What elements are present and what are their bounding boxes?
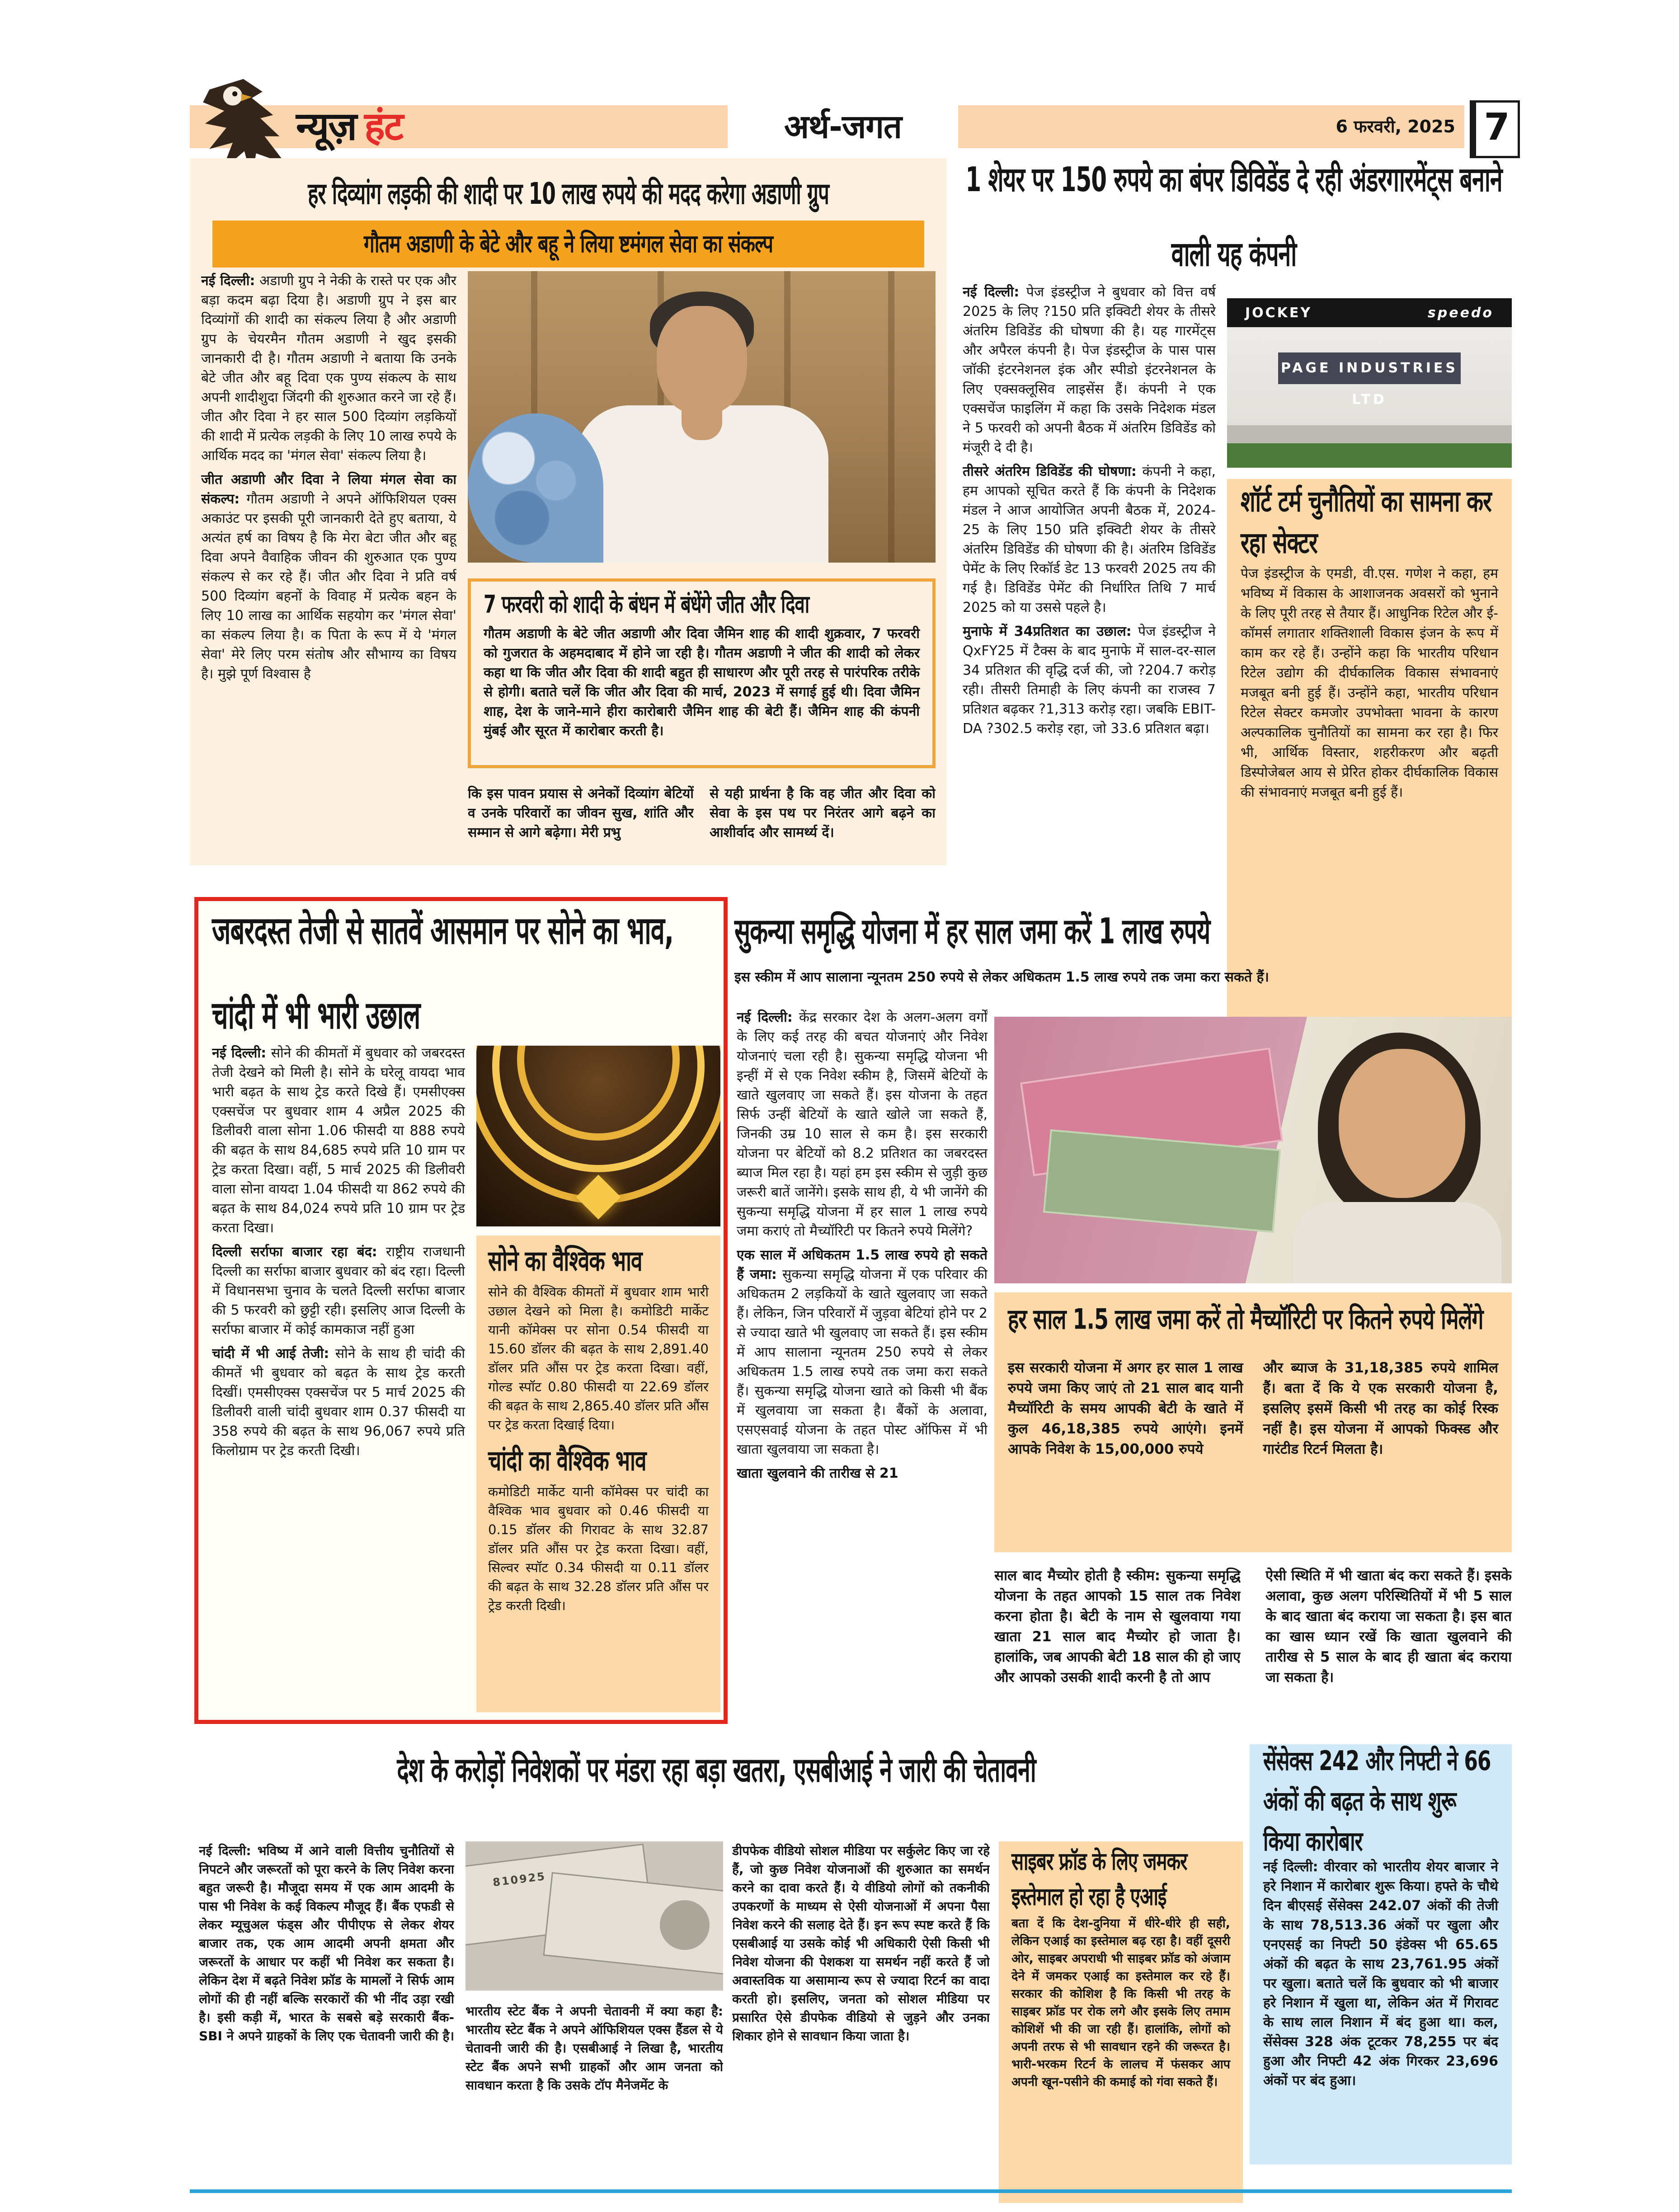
gold-body-column — [212, 1043, 465, 1703]
adani-photo — [468, 271, 936, 563]
adani-dateline: नई दिल्ली: — [201, 273, 255, 289]
gandhi-portrait — [660, 1900, 710, 1950]
speedo-sign: speedo — [1427, 305, 1494, 321]
gold-necklace-photo — [476, 1046, 720, 1226]
global-gold-title: सोने का वैश्विक भाव — [488, 1244, 642, 1277]
sensex-sidebar — [1250, 1744, 1512, 2165]
sukanya-khata-lead: खाता खुलवाने की तारीख से 21 — [737, 1465, 898, 1481]
global-silver-body: कमोडिटी मार्केट यानी कॉमेक्स पर चांदी का वैश्विक भाव बुधवार को 0.46 फीसदी या 0.15 डॉलर की गिरावट के साथ 32.87 डॉलर प्रति औंस पर ट्रेड करता दिखा। वहीं, सिल्वर स्पॉट 0.34 फीसदी या 0.11 डॉलर की बढ़त के साथ 32.28 डॉलर प्रति औंस पर ट्रेड करती दिखी। — [488, 1484, 709, 1613]
sector-sidebar-body: पेज इंडस्ट्रीज के एमडी, वी.एस. गणेश ने कहा, हम भविष्य में विकास के आशाजनक अवसरों को भुनाने के लिए पूरी तरह से तैयार हैं। आधुनिक रिटेल और ई-कॉमर्स लगातार शक्तिशाली विकास इंजन के रूप में काम कर रहे हैं। उन्होंने कहा कि भारतीय परिधान रिटेल उद्योग की दीर्घकालिक विकास संभावनाएं मजबूत बनी हुई हैं। उन्होंने कहा, भारतीय परिधान रिटेल सेक्टर कमजोर उपभोक्ता भावना के कारण अल्पकालिक चुनौतियों का सामना कर रहा है। फिर भी, आर्थिक विस्तार, शहरीकरण और बढ़ती डिस्पोजेबल आय से प्रेरित होकर दीर्घकालिक विकास की संभावनाएं मजबूत बनी हुई हैं। — [1241, 566, 1498, 800]
sbi-col1 — [199, 1841, 454, 2201]
global-price-box — [476, 1235, 720, 1712]
adani-subhead: गौतम अडाणी के बेटे और बहू ने लिया ष्टमंगल सेवा का संकल्प — [212, 221, 924, 268]
sensex-body — [1263, 1857, 1498, 2090]
sbi-headline: देश के करोड़ों निवेशकों पर मंडरा रहा बड़ा खतरा, एसबीआई ने जारी की चेतावनी — [397, 1750, 1036, 1790]
section-title: अर्थ-जगत — [728, 105, 958, 148]
sukanya-subhead: इस स्कीम में आप सालाना न्यूनतम 250 रुपये से लेकर अधिकतम 1.5 लाख रुपये तक जमा करा सकते हैं। — [734, 969, 1269, 985]
adani-para1: अडाणी ग्रुप ने नेकी के रास्ते पर एक और बड़ा कदम बढ़ा दिया है। अडाणी ग्रुप ने इस बार दिव्यांगों की शादी का संकल्प लिया है और अडाणी ग्रुप के चेयरमैन गौतम अडाणी ने खुद इसकी जानकारी दी है। गौतम अडाणी ने बताया कि उनके बेटे जीत और बहू दिवा एक पुण्य संकल्प के साथ अपनी शादीशुदा जिंदगी की शुरुआत करने जा रहे हैं। जीत और दिवा ने हर साल 500 दिव्यांग लड़कियों की शादी में प्रत्येक लड़की के लिए 10 लाख रुपये के आर्थिक मदद का 'मंगल सेवा' संकल्प लिया है। — [201, 273, 456, 464]
global-silver-title: चांदी का वैश्विक भाव — [488, 1444, 646, 1477]
adani-cont-col2: से यही प्रार्थना है कि वह जीत और दिवा को सेवा के इस पथ पर निरंतर आगे बढ़ने का आशीर्वाद और सामर्थ्य दें। — [710, 786, 936, 841]
page-industries-sign: PAGE INDUSTRIES LTD — [1278, 352, 1460, 384]
store-photo — [1227, 298, 1512, 468]
flower-bouquet — [468, 413, 603, 563]
pi-para2: कंपनी ने कहा, हम आपको सूचित करते हैं कि कंपनी के निदेशक मंडल ने आज आयोजित अपनी बैठक में, 2024-25 के लिए 150 प्रति इक्विटी शेयर के तीसरे अंतरिम डिविडेंड की घोषणा की है। अंतरिम डिविडेंड पेमेंट के लिए रिकॉर्ड डेट 13 फरवरी 2025 तय की गई है। डिविडेंड पेमेंट की निर्धारित तिथि 7 मार्च 2025 को या उससे पहले है। — [963, 464, 1216, 615]
ai-fraud-box — [999, 1841, 1243, 2203]
article-adani — [190, 158, 947, 865]
sukanya-para2: सुकन्या समृद्धि योजना में एक परिवार की अधिकतम 2 लड़कियों के खाते खुलवाए जा सकते हैं। लेकिन, जिन परिवारों में जुड़वा बेटियां होने पर 2 से ज्यादा खाते भी खुलवाए जा सकते हैं। इस स्कीम में आप सालाना न्यूनतम 250 रुपये से लेकर अधिकतम 1.5 लाख रुपये तक जमा करा सकते हैं। सुकन्या समृद्धि योजना खाते को किसी भी बैंक में खुलवाया जा सकता है। बैंकों के अलावा, एसएसवाई योजना के तहत पोस्ट ऑफिस में भी खाता खुलवाया जा सकता है। — [737, 1267, 988, 1457]
paper-title — [296, 105, 403, 148]
gold-para2: राष्ट्रीय राजधानी दिल्ली का सर्राफा बाजार बुधवार को बंद रहा। दिल्ली में विधानसभा चुनाव के चलते दिल्ली सर्राफा बाजार की 5 फरवरी को छुट्टी रही। इसलिए आज दिल्ली के सर्राफा बाजार में कोई कामकाज नहीं हुआ — [212, 1244, 465, 1338]
portrait-face — [657, 306, 747, 414]
sukanya-lead2: एक साल में अधिकतम 1.5 लाख रुपये हो सकते हैं जमा: — [737, 1247, 988, 1282]
page-number: 7 — [1470, 100, 1520, 158]
store-banner — [1227, 298, 1512, 327]
footer-rule — [190, 2189, 1512, 2193]
sensex-body-text: वीरवार को भारतीय शेयर बाजार ने हरे निशान में कारोबार शुरू किया। हफ्ते के चौथे दिन बीएसई सेंसेक्स 242.07 अंकों की तेजी के साथ 78,513.36 अंकों पर खुला और एनएसई का निफ्टी 50 इंडेक्स भी 65.65 अंकों की बढ़त के साथ 23,761.95 अंकों पर खुला। बताते चलें कि बुधवार को भी बाजार हरे निशान में खुला था, लेकिन अंत में गिरावट के साथ लाल निशान में बंद हुआ था। कल, सेंसेक्स 328 अंक टूटकर 78,255 पर बंद हुआ और निफ्टी 42 अंक गिरकर 23,696 अंकों पर बंद हुआ। — [1263, 1859, 1498, 2089]
sensex-dateline: नई दिल्ली: — [1263, 1859, 1318, 1875]
sbi-col3: डीपफेक वीडियो सोशल मीडिया पर सर्कुलेट किए जा रहे हैं, जो कुछ निवेश योजनाओं की शुरुआत का समर्थन करने का दावा करते हैं। ये वीडियो लोगों को तकनीकी उपकरणों के माध्यम से ऐसी योजनाओं में अपना पैसा निवेश करने की सलाह देते हैं। इन रूप स्पष्ट करते हैं कि एसबीआई या उसके कोई भी अधिकारी ऐसी किसी भी निवेश योजना की पेशकश या समर्थन नहीं करते हैं जो अवास्तविक या असामान्य रूप से ज्यादा रिटर्न का वादा करती हो। इसलिए, जनता को सोशल मीडिया पर प्रसारित ऐसे डीपफेक वीडियो से जुड़ने और उनका शिकार होने से सावधान किया जाता है। — [732, 1843, 990, 2043]
adani-para2: गौतम अडाणी ने अपने ऑफिशियल एक्स अकाउंट पर इसकी पूरी जानकारी देते हुए बताया, ये अत्यंत हर्ष का विषय है कि मेरा बेटा जीत और बहू दिवा अपने वैवाहिक जीवन की शुरुआत एक पुण्य संकल्प से कर रहे हैं। जीत और दिवा ने प्रति वर्ष 500 दिव्यांग बहनों के विवाह में प्रत्येक बहन के लिए 10 लाख का आर्थिक सहयोग कर 'मंगल सेवा' का संकल्प लिया है। क पिता के रूप में ये 'मंगल सेवा' मेरे लिए परम संतोष और सौभाग्य का विषय है। मुझे पूर्ण विश्वास है — [201, 491, 456, 682]
maturity-col1: इस सरकारी योजना में अगर हर साल 1 लाख रुपये जमा किए जाएं तो 21 साल बाद यानी मैच्यॉरिटी के समय आपकी बेटी के खाते में कुल 46,18,385 रुपये आएंगे। इनमें आपके निवेश के 15,00,000 रुपये — [1008, 1360, 1243, 1457]
pi-dateline: नई दिल्ली: — [963, 284, 1020, 300]
sbi-col2-text: भारतीय स्टेट बैंक ने अपने ऑफिशियल एक्स हैंडल से ये चेतावनी जारी की है। एसबीआई ने लिखा है, भारतीय स्टेट बैंक अपने सभी ग्राहकों और आम जनता को सावधान करता है कि उसके टॉप मैनेजमेंट के — [466, 2022, 723, 2093]
sbi-col2 — [466, 2002, 723, 2201]
edition-date: 6 फरवरी, 2025 — [1336, 117, 1455, 136]
sukanya-bottom-col2: ऐसी स्थिति में भी खाता बंद करा सकते हैं। इसके अलावा, कुछ अलग परिस्थितियों में भी 5 साल के बाद खाता बंद कराया जा सकता है। इस बात का खास ध्यान रखें कि खाता खुलवाने की तारीख से 5 साल के बाद ही खाता बंद कराया जा सकता है। — [1265, 1568, 1512, 1686]
caption-body: गौतम अडाणी के बेटे जीत अडाणी और दिवा जैमिन शाह की शादी शुक्रवार, 7 फरवरी को गुजरात के अहमदाबाद में होने जा रही है। गौतम अडाणी ने जीत की शादी को लेकर कहा था कि जीत और दिवा की शादी बहुत ही साधारण और पूरी तरह से पारंपरिक तरीके से होगी। बताते चलें कि जीत और दिवा की मार्च, 2023 में सगाई हुई थी। दिवा जैमिन शाह, देश के जाने-माने हीरा कारोबारी जैमिन शाह की बेटी हैं। जैमिन शाह की कंपनी मुंबई और सूरत में कारोबार करती है। — [484, 626, 920, 739]
wedding-caption-box — [468, 578, 936, 768]
ai-fraud-title: साइबर फ्रॉड के लिए जमकर इस्तेमाल हो रहा है एआई — [1011, 1847, 1187, 1911]
pi-lead3: मुनाफे में 34प्रतिशत का उछाल: — [963, 624, 1132, 639]
page-industries-headline: 1 शेयर पर 150 रुपये का बंपर डिविडेंड दे रही अंडरगारमेंट्स बनाने वाली यह कंपनी — [965, 160, 1502, 274]
child-photo — [994, 1017, 1512, 1283]
pi-lead2: तीसरे अंतरिम डिविडेंड की घोषणा: — [963, 464, 1137, 479]
gold-headline: जबरदस्त तेजी से सातवें आसमान पर सोने का भाव, चांदी में भी भारी उछाल — [212, 909, 674, 1038]
girl-shirt — [1293, 1202, 1501, 1283]
note-serial: 810925 — [492, 1869, 547, 1889]
adani-body-column — [201, 271, 456, 854]
sector-sidebar-title: शॉर्ट टर्म चुनौतियों का सामना कर रहा सेक्टर — [1241, 484, 1491, 560]
article-sukanya — [732, 899, 1512, 1731]
adani-lead2: जीत अडाणी और दिवा ने लिया मंगल सेवा का संकल्प: — [201, 472, 456, 507]
hedge — [1227, 443, 1512, 468]
paper-title-red: हंट — [364, 104, 403, 149]
pi-para1: पेज इंडस्ट्रीज ने बुधवार को वित्त वर्ष 2025 के लिए ?150 प्रति इक्विटी शेयर के तीसरे अंतरिम डिविडेंड की घोषणा की है। यह गारमेंट्स और अपैरल कंपनी है। पेज इंडस्ट्रीज के पास पास जॉकी इंटरनेशनल इंक और स्पीडो इंटरनेशनल के लिए एक्सक्लूसिव लाइसेंस हैं। कंपनी ने एक एक्सचेंज फाइलिंग में कहा कि उसके निदेशक मंडल ने 5 फरवरी को अपनी बैठक में अंतरिम डिविडेंड को मंजूरी दे दी है। — [963, 284, 1216, 456]
sukanya-bottom-col1 — [994, 1566, 1241, 1726]
currency-photo — [466, 1841, 723, 1991]
gold-lead3: चांदी में भी आई तेजी: — [212, 1346, 329, 1362]
sbi-col1-text: भविष्य में आने वाली वित्तीय चुनौतियों से निपटने और जरूरतों को पूरा करने के लिए निवेश करना बहुत जरूरी है। मौजूदा समय में एक आम आदमी के पास भी निवेश के कई विकल्प मौजूद हैं। बैंक एफडी से लेकर म्यूचुअल फंड्स और पीपीएफ से लेकर शेयर बाजार तक, एक आम आदमी अपनी क्षमता और जरूरतों के आधार पर कहीं भी निवेश कर सकता है। लेकिन देश में बढ़ते निवेश फ्रॉड के मामलों ने सिर्फ आम लोगों की ही नहीं बल्कि सरकारों की भी नींद उड़ा रखी है। इसी कड़ी में, भारत के सबसे बड़े सरकारी बैंक- SBI ने अपने ग्राहकों के लिए एक चेतावनी जारी की है। — [199, 1843, 454, 2043]
sukanya-headline: सुकन्या समृद्धि योजना में हर साल जमा करें 1 लाख रुपये — [734, 911, 1210, 952]
jockey-sign: JOCKEY — [1245, 305, 1312, 321]
sukanya-bottom-col1-text: सुकन्या समृद्धि योजना के तहत आपको 15 साल तक निवेश करना होता है। बेटी के नाम से खुलवाया गया खाता 21 साल बाद मैच्योर हो जाता है। हालांकि, जब आपकी बेटी 18 साल की हो जाए और आपको उसकी शादी करनी है तो आप — [994, 1568, 1241, 1686]
gold-para1: सोने की कीमतों में बुधवार को जबरदस्त तेजी देखने को मिली है। सोने के घरेलू वायदा भाव भारी बढ़त के साथ ट्रेड करते दिखे हैं। एमसीएक्स एक्सचेंज पर बुधवार शाम 4 अप्रैल 2025 की डिलीवरी वाला सोना 1.06 फीसदी या 888 रुपये की बढ़त के साथ 84,685 रुपये प्रति 10 ग्राम पर ट्रेड करता दिखा। वहीं, 5 मार्च 2025 की डिलीवरी वाला सोना वायदा 1.04 फीसदी या 862 रुपये की बढ़त के साथ 84,024 रुपये प्रति 10 ग्राम पर ट्रेड करता दिखा। — [212, 1045, 465, 1236]
sukanya-dateline: नई दिल्ली: — [737, 1010, 793, 1025]
sukanya-bottom-lead: साल बाद मैच्योर होती है स्कीम: — [994, 1568, 1161, 1584]
maturity-box — [994, 1292, 1512, 1552]
maturity-col2: और ब्याज के 31,18,385 रुपये शामिल हैं। बता दें कि ये एक सरकारी योजना है, इसलिए इसमें किसी भी तरह का कोई रिस्क नहीं है। इस योजना में आपको फिक्स्ड और गारंटीड रिटर्न मिलता है। — [1263, 1360, 1498, 1457]
adani-cont-col1: कि इस पावन प्रयास से अनेकों दिव्यांग बेटियों व उनके परिवारों का जीवन सुख, शांति और सम्मान से आगे बढ़ेगा। मेरी प्रभु — [468, 786, 694, 841]
page-industries-body-column — [963, 282, 1216, 890]
maturity-box-title: हर साल 1.5 लाख जमा करें तो मैच्यॉरिटी पर कितने रुपये मिलेंगे — [1008, 1302, 1483, 1336]
caption-title: 7 फरवरी को शादी के बंधन में बंधेंगे जीत और दिवा — [484, 590, 809, 619]
pi-para3: पेज इंडस्ट्रीज ने QxFY25 में टैक्स के बाद मुनाफे में साल-दर-साल 34 प्रतिशत की वृद्धि दर्ज की, जो ?204.7 करोड़ रही। तीसरी तिमाही के लिए कंपनी का राजस्व 7 प्रतिशत बढ़कर ?1,313 करोड़ रहा। जबकि EBIT-DA ?302.5 करोड़ रहा, जो 33.6 प्रतिशत बढ़ा। — [963, 624, 1216, 737]
sukanya-body-column — [737, 1008, 988, 1722]
article-gold — [194, 897, 728, 1724]
ai-fraud-body: बता दें कि देश-दुनिया में धीरे-धीरे ही सही, लेकिन एआई का इस्तेमाल बढ़ रहा है। वहीं दूसरी ओर, साइबर अपराधी भी साइबर फ्रॉड को अंजाम देने में जमकर एआई का इस्तेमाल कर रहे हैं। सरकार की कोशिश है कि किसी भी तरह के साइबर फ्रॉड पर रोक लगे और इसके लिए तमाम कोशिशें भी की जा रही हैं। हालांकि, लोगों को अपनी तरफ से भी सावधान रहने की जरूरत है। भारी-भरकम रिटर्न के लालच में फंसकर आप अपनी खून-पसीने की कमाई को गंवा सकते हैं। — [1011, 1916, 1230, 2089]
paper-title-black: न्यूज़ — [296, 104, 357, 149]
sbi-dateline: नई दिल्ली: — [199, 1843, 251, 1858]
adani-headline: हर दिव्यांग लड़की की शादी पर 10 लाख रुपये की मदद करेगा अडाणी ग्रुप — [308, 177, 829, 211]
article-page-industries — [956, 158, 1512, 897]
sensex-title: सेंसेक्स 242 और निफ्टी ने 66 अंकों की बढ़त के साथ शुरू किया कारोबार — [1263, 1745, 1491, 1857]
article-sbi — [190, 1740, 1243, 2210]
sukanya-para1: केंद्र सरकार देश के अलग-अलग वर्गों के लिए कई तरह की बचत योजनाएं और निवेश योजनाएं चला रही है। सुकन्या समृद्धि योजना भी इन्हीं में से एक निवेश स्कीम है, जिसमें बेटियों के खाते खुलवाए जा सकते हैं। इस योजना के तहत सिर्फ उन्हीं बेटियों के खाते खोले जा सकते हैं, जिनकी उम्र 10 साल से कम है। इस सरकारी योजना पर बेटियों को 8.2 प्रतिशत का जबरदस्त ब्याज मिल रहा है। यहां हम इस स्कीम से जुड़ी कुछ जरूरी बातें जानेंगे। इसके साथ ही, ये भी जानेंगे की सुकन्या समृद्धि योजना में हर साल 1 लाख रुपये जमा कराएं तो मैच्यॉरिटी पर कितने रुपये मिलेंगे? — [737, 1010, 988, 1239]
gold-dateline: नई दिल्ली: — [212, 1045, 267, 1061]
gold-lead2: दिल्ली सर्राफा बाजार रहा बंद: — [212, 1244, 377, 1260]
global-gold-body: सोने की वैश्विक कीमतों में बुधवार शाम भारी उछाल देखने को मिला है। कमोडिटी मार्केट यानी कॉमेक्स पर सोना 0.54 फीसदी या 15.60 डॉलर की बढ़त के साथ 2,891.40 डॉलर प्रति औंस पर ट्रेड करता दिखा। वहीं, गोल्ड स्पॉट 0.80 फीसदी या 22.69 डॉलर की बढ़त के साथ 2,865.40 डॉलर प्रति औंस पर ट्रेड करता दिखाई दिया। — [488, 1284, 709, 1432]
girl-face — [1339, 1049, 1465, 1198]
sbi-col2-lead: भारतीय स्टेट बैंक ने अपनी चेतावनी में क्या कहा है: — [466, 2004, 723, 2019]
gold-para3: सोने के साथ ही चांदी की कीमतें भी बुधवार को बढ़त के साथ ट्रेड करती दिखीं। एमसीएक्स एक्सचेंज पर 5 मार्च 2025 की डिलीवरी वाली चांदी बुधवार शाम 0.37 फीसदी या 358 रुपये की बढ़त के साथ 96,067 रुपये प्रति किलोग्राम पर ट्रेड करती दिखी। — [212, 1346, 465, 1459]
